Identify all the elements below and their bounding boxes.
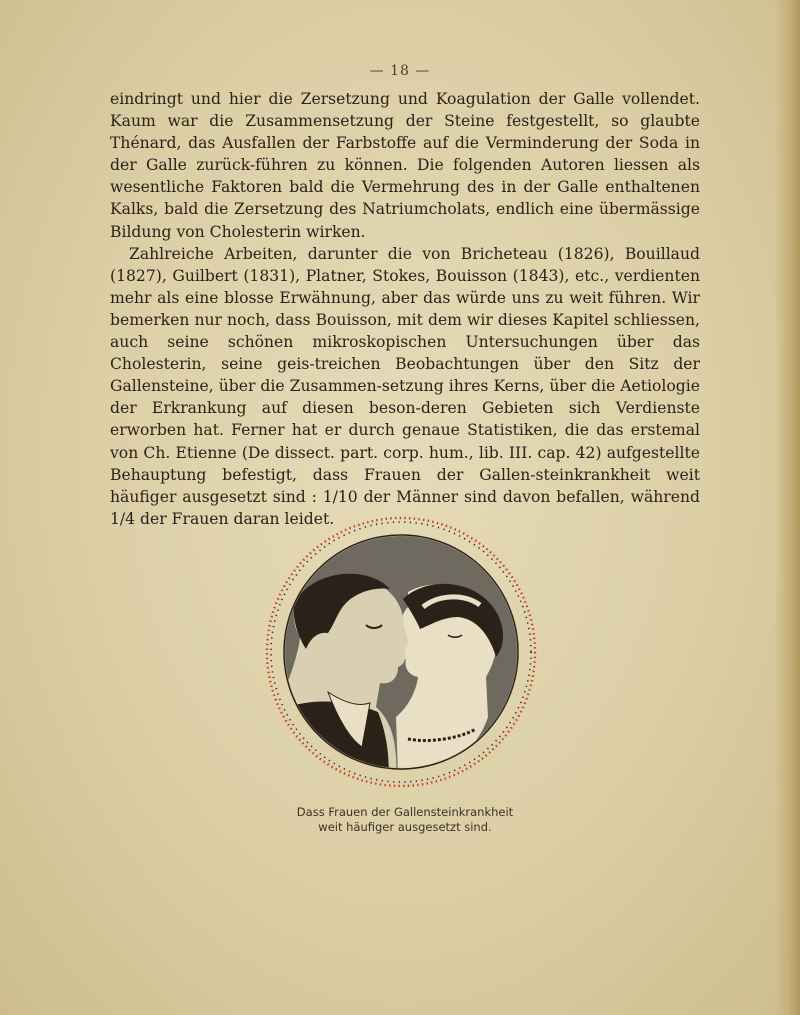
body-text — [110, 88, 700, 530]
page-edge-shadow — [774, 0, 800, 1015]
caption-line-1: Dass Frauen der Gallensteinkrankheit — [296, 805, 514, 819]
caption-line-2: weit häufiger ausgesetzt sind. — [318, 820, 492, 834]
man-coat — [278, 701, 389, 787]
portrait-svg — [258, 507, 548, 802]
page-number: — 18 — — [369, 63, 431, 79]
paragraph-1: eindringt und hier die Zersetzung und Koagulation der Galle vollendet. Kaum war die Zusammensetzung der Steine festgestellt, so glaubte Thénard, das Ausfallen der Farbstoffe auf die Verminderung der Soda in der Galle zurück-führen zu können. Die folgenden Autoren liessen als wesentliche Faktoren bald die Vermehrung des in der Galle enthaltenen Kalks, bald die Zersetzung des Natriumcholats, endlich eine übermässige Bildung von Cholesterin wirken. — [110, 90, 700, 241]
illustration-caption — [250, 805, 560, 835]
paragraph-2: Zahlreiche Arbeiten, darunter die von Bricheteau (1826), Bouillaud (1827), Guilbert (1831), Platner, Stokes, Bouisson (1843), etc., verdienten mehr als eine blosse Erwähnung, aber das würde uns zu weit führen. Wir bemerken nur noch, dass Bouisson, mit dem wir dieses Kapitel schliessen, auch seine schönen mikroskopischen Untersuchungen über das Cholesterin, seine geis-treichen Beobachtungen über den Sitz der Gallensteine, über die Zusammen-setzung ihres Kerns, über die Aetiologie der Erkrankung auf diesen beson-deren Gebieten sich Verdienste erworben hat. Ferner hat er durch genaue Statistiken, die das erstemal von Ch. Etienne (De dissect. part. corp. hum., lib. III. cap. 42) aufgestellte Behauptung befestigt, dass Frauen der Gallen-steinkrankheit weit häufiger ausgesetzt sind : 1/10 der Männer sind davon befallen, während 1/4 der Frauen daran leidet. — [110, 244, 700, 528]
portrait-illustration — [258, 507, 548, 802]
